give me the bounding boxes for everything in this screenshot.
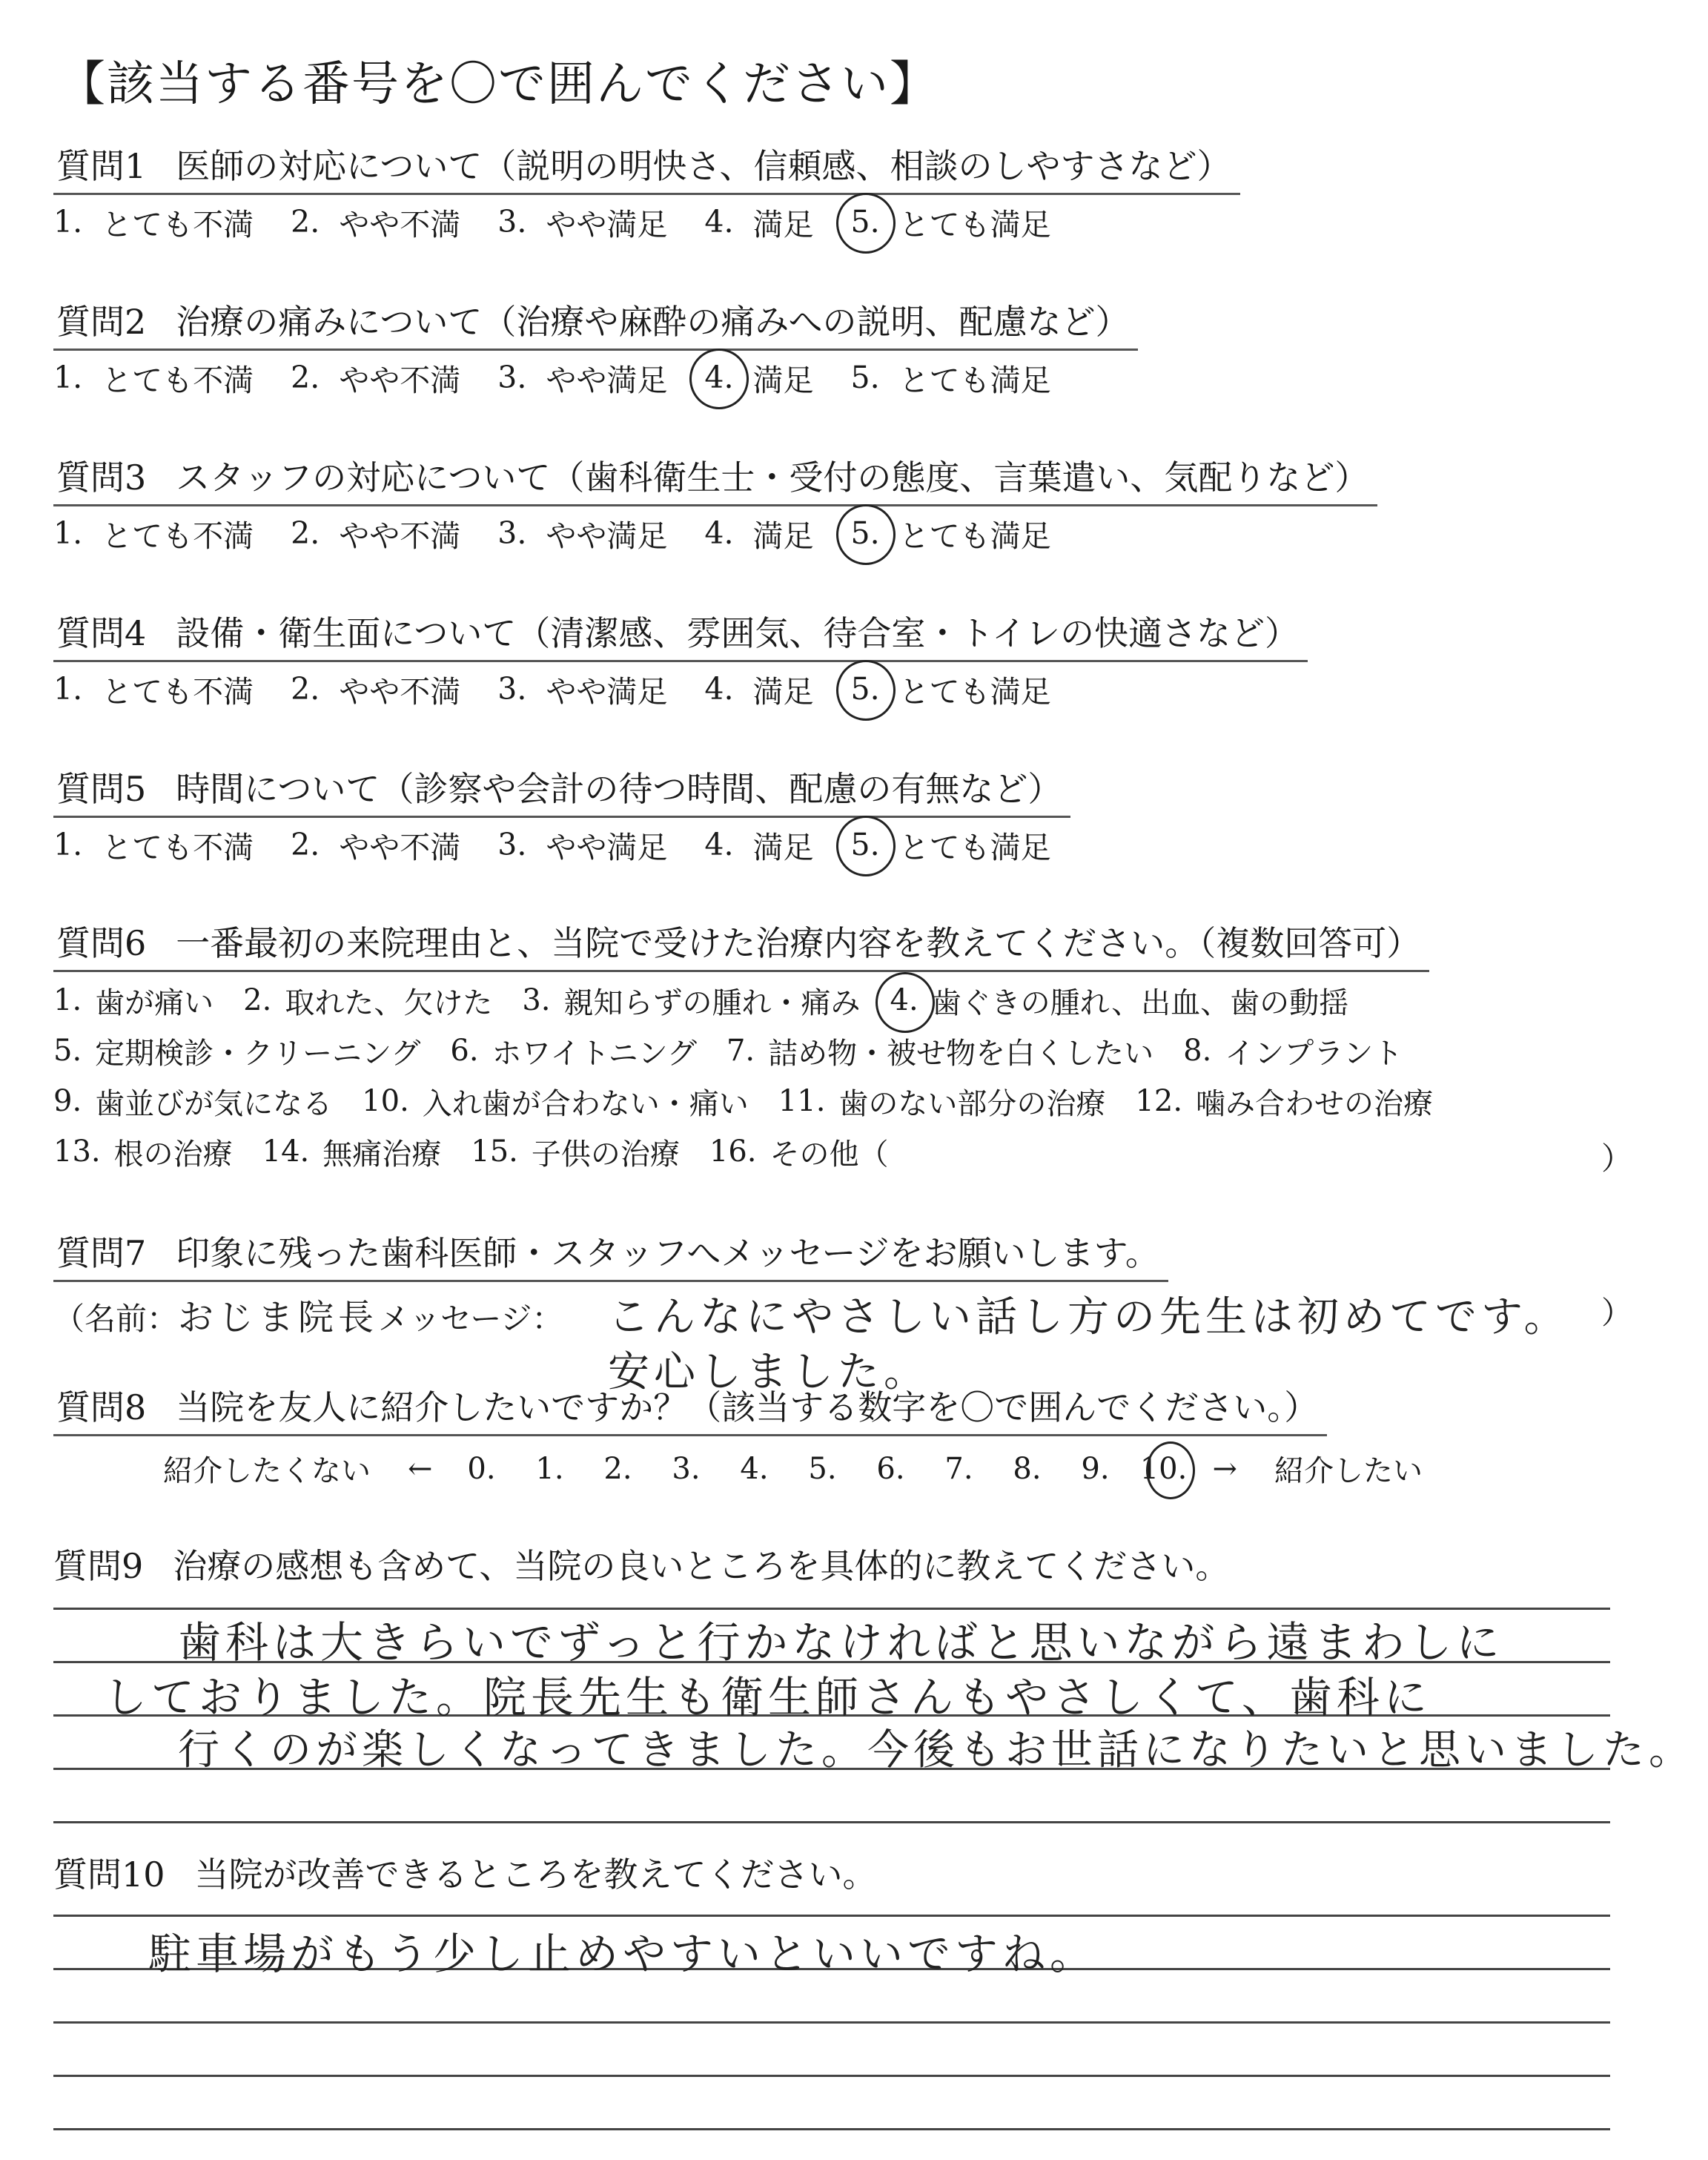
option-number: 3. xyxy=(497,671,527,707)
option-number: 2. xyxy=(291,360,320,395)
scale-left-label: 紹介したくない xyxy=(163,1454,371,1488)
q6-option[interactable] xyxy=(53,1030,420,1072)
option-5[interactable] xyxy=(851,356,1051,400)
scale-option-5[interactable]: 5. xyxy=(808,1451,837,1486)
option-label: 歯のない部分の治療 xyxy=(838,1086,1106,1121)
question-text: 治療の感想も含めて、当院の良いところを具体的に教えてください。 xyxy=(173,1546,1230,1586)
option-label: 満足 xyxy=(752,518,814,554)
option-number: 3. xyxy=(497,204,527,240)
scale-right-label: 紹介したい xyxy=(1274,1454,1423,1488)
scale-option-1[interactable]: 1. xyxy=(535,1451,564,1486)
option-number: 3. xyxy=(522,983,551,1017)
options-row xyxy=(53,199,1240,244)
question-10 xyxy=(53,1851,877,1898)
option-number: 1. xyxy=(53,360,83,395)
scale-option-10[interactable]: 10. xyxy=(1130,1452,1198,1486)
question-7 xyxy=(53,1229,1168,1282)
scale-option-8[interactable]: 8. xyxy=(1013,1451,1042,1486)
option-label: 定期検診・クリーニング xyxy=(95,1036,421,1071)
option-number: 2. xyxy=(291,827,320,862)
option-label: とても満足 xyxy=(898,206,1051,242)
question-text: 当院が改善できるところを教えてください。 xyxy=(194,1855,877,1895)
option-number: 7. xyxy=(726,1034,755,1068)
q9-answer-line-2: しておりました。院長先生も衛生師さんもやさしくて、歯科に xyxy=(104,1672,1431,1723)
question-number: 質問3 xyxy=(56,458,147,498)
question-heading xyxy=(53,919,1429,972)
option-1[interactable] xyxy=(53,512,254,555)
option-label: インプラント xyxy=(1225,1036,1403,1071)
option-label: やや満足 xyxy=(546,362,668,398)
option-number: 4. xyxy=(704,360,734,395)
option-number: 1. xyxy=(53,671,83,707)
option-number: 13. xyxy=(53,1135,101,1169)
q7-close-paren: ） xyxy=(1601,1295,1633,1331)
option-label: 歯ぐきの腫れ、出血、歯の動揺 xyxy=(931,985,1349,1020)
option-number: 5. xyxy=(850,360,880,395)
option-number: 14. xyxy=(262,1135,310,1169)
option-label: やや不満 xyxy=(339,206,461,242)
option-number: 9. xyxy=(53,1084,82,1118)
option-number: 3. xyxy=(497,360,527,395)
option-number: 1. xyxy=(53,827,83,862)
q6-option[interactable] xyxy=(1135,1080,1433,1123)
q6-options-row xyxy=(53,1126,1463,1177)
option-label: とても不満 xyxy=(102,829,254,865)
question-heading xyxy=(53,1542,1229,1590)
option-3[interactable] xyxy=(497,512,667,555)
option-2[interactable] xyxy=(291,823,460,867)
option-number: 15. xyxy=(471,1135,518,1169)
option-number: 2. xyxy=(291,204,320,240)
question-text: 設備・衛生面について（清潔感、雰囲気、待合室・トイレの快適さなど） xyxy=(176,613,1300,653)
option-label: とても不満 xyxy=(102,673,254,710)
question-6 xyxy=(53,919,1463,1177)
option-label: やや満足 xyxy=(546,673,668,710)
option-label: とても満足 xyxy=(898,829,1051,865)
scale-option-6[interactable]: 6. xyxy=(876,1451,905,1486)
message-label: メッセージ： xyxy=(378,1301,563,1337)
question-heading xyxy=(53,610,1308,662)
option-number: 2. xyxy=(243,983,272,1017)
option-label: 親知らずの腫れ・痛み xyxy=(563,985,861,1020)
option-4-selected[interactable] xyxy=(704,356,813,400)
option-number: 1. xyxy=(53,515,83,551)
option-number: 5. xyxy=(850,515,880,551)
question-9 xyxy=(53,1542,1229,1590)
option-label: 満足 xyxy=(752,829,814,865)
scale-option-3[interactable]: 3. xyxy=(672,1451,701,1486)
option-number: 4. xyxy=(704,671,734,707)
q6-option[interactable] xyxy=(53,1080,332,1123)
question-3 xyxy=(53,454,1377,555)
question-5 xyxy=(53,765,1088,867)
question-number: 質問10 xyxy=(53,1855,165,1895)
option-number: 5. xyxy=(850,671,880,707)
name-value: おじま院長 xyxy=(178,1297,379,1338)
option-number: 4. xyxy=(704,827,734,862)
option-2[interactable] xyxy=(291,512,460,555)
question-number: 質問9 xyxy=(53,1546,144,1586)
q6-option[interactable] xyxy=(522,980,860,1022)
option-label: とても不満 xyxy=(102,362,254,398)
option-label: 歯並びが気になる xyxy=(95,1086,333,1121)
option-label: とても不満 xyxy=(102,518,254,554)
question-heading xyxy=(53,142,1240,195)
option-1[interactable] xyxy=(53,200,254,244)
question-number: 質問1 xyxy=(56,146,147,186)
q6-option[interactable] xyxy=(890,980,1349,1022)
option-number: 4. xyxy=(704,204,734,240)
answer-line xyxy=(53,1821,1610,1823)
option-5-selected[interactable] xyxy=(851,667,1051,711)
option-number: 4. xyxy=(890,983,918,1017)
option-label: とても満足 xyxy=(898,673,1051,710)
q7-message-line-1: こんなにやさしい話し方の先生は初めてです。 xyxy=(608,1293,1570,1341)
option-number: 5. xyxy=(53,1034,82,1068)
question-number: 質問7 xyxy=(56,1233,147,1273)
option-number: 1. xyxy=(53,983,82,1017)
q9-answer-line-1: 歯科は大きらいでずっと行かなければと思いながら遠まわしに xyxy=(178,1617,1504,1668)
option-label: やや不満 xyxy=(339,362,461,398)
q6-option[interactable] xyxy=(53,1131,233,1173)
option-label: 歯が痛い xyxy=(95,985,214,1020)
question-1 xyxy=(53,142,1240,244)
option-3[interactable] xyxy=(497,667,667,711)
option-number: 8. xyxy=(1183,1034,1212,1068)
option-number: 1. xyxy=(53,204,83,240)
answer-line xyxy=(53,2075,1610,2077)
answer-line xyxy=(53,2128,1610,2130)
option-number: 11. xyxy=(778,1084,826,1118)
option-1[interactable] xyxy=(53,667,254,711)
scale-option-0[interactable]: 0. xyxy=(467,1451,496,1486)
option-3[interactable] xyxy=(497,823,667,867)
q6-option[interactable] xyxy=(709,1131,889,1173)
question-heading xyxy=(53,1851,877,1898)
name-label: （名前： xyxy=(53,1301,179,1337)
option-number: 16. xyxy=(709,1135,757,1169)
options-row xyxy=(53,355,1138,400)
options-row xyxy=(53,822,1088,867)
option-label: やや不満 xyxy=(339,673,461,710)
option-4[interactable] xyxy=(704,667,813,711)
question-number: 質問5 xyxy=(56,769,147,809)
option-number: 12. xyxy=(1135,1084,1183,1118)
option-3[interactable] xyxy=(497,356,667,400)
option-2[interactable] xyxy=(291,356,460,400)
option-number: 6. xyxy=(450,1034,479,1068)
option-number: 2. xyxy=(291,671,320,707)
option-label: 満足 xyxy=(752,206,814,242)
question-text: スタッフの対応について（歯科衛生士・受付の態度、言葉遣い、気配りなど） xyxy=(176,458,1369,498)
question-number: 質問8 xyxy=(56,1387,147,1427)
option-number: 4. xyxy=(704,515,734,551)
option-1[interactable] xyxy=(53,356,254,400)
arrow-right-icon: → xyxy=(1212,1451,1238,1486)
question-heading xyxy=(53,298,1138,351)
question-number: 質問2 xyxy=(56,302,147,342)
option-label: 噛み合わせの治療 xyxy=(1196,1086,1434,1121)
q7-message-line-2: 安心しました。 xyxy=(608,1348,930,1396)
option-label: 満足 xyxy=(752,673,814,710)
question-2 xyxy=(53,298,1138,400)
option-label: その他（ xyxy=(769,1137,889,1172)
option-5-selected[interactable] xyxy=(851,200,1051,244)
option-4[interactable] xyxy=(704,512,813,555)
option-label: 子供の治療 xyxy=(531,1137,680,1172)
q10-answer-line-1: 駐車場がもう少し止めやすいといいですね。 xyxy=(148,1929,1098,1979)
q6-options-row xyxy=(53,1025,1463,1076)
q6-option[interactable] xyxy=(362,1080,749,1123)
option-label: やや満足 xyxy=(546,206,668,242)
option-label: やや満足 xyxy=(546,829,668,865)
q6-option[interactable] xyxy=(262,1131,442,1173)
question-heading xyxy=(53,454,1377,506)
option-3[interactable] xyxy=(497,200,667,244)
option-number: 3. xyxy=(497,827,527,862)
scale-option-2[interactable]: 2. xyxy=(603,1451,632,1486)
option-label: 無痛治療 xyxy=(322,1137,442,1172)
referral-scale xyxy=(141,1447,1445,1490)
question-text: 治療の痛みについて（治療や麻酔の痛みへの説明、配慮など） xyxy=(176,302,1130,342)
q7-name-row xyxy=(53,1289,563,1340)
question-4 xyxy=(53,610,1308,711)
question-heading xyxy=(53,1229,1168,1282)
option-5-selected[interactable] xyxy=(851,823,1051,867)
option-1[interactable] xyxy=(53,823,254,867)
q6-options-row xyxy=(53,1076,1463,1126)
option-number: 5. xyxy=(850,204,880,240)
options-row xyxy=(53,511,1377,555)
q6-options-row xyxy=(53,975,1463,1025)
q6-option[interactable] xyxy=(243,980,492,1022)
option-number: 10. xyxy=(362,1084,409,1118)
option-number: 2. xyxy=(291,515,320,551)
option-label: やや不満 xyxy=(339,829,461,865)
question-text: 時間について（診察や会計の待つ時間、配慮の有無など） xyxy=(176,769,1062,809)
q6-option[interactable] xyxy=(450,1030,697,1072)
option-label: やや満足 xyxy=(546,518,668,554)
option-label: 満足 xyxy=(752,362,814,398)
q6-option[interactable] xyxy=(471,1131,680,1173)
option-label: ホワイトニング xyxy=(491,1036,697,1071)
option-2[interactable] xyxy=(291,667,460,711)
option-label: 取れた、欠けた xyxy=(285,985,493,1020)
answer-line xyxy=(53,1915,1610,1917)
question-text: 印象に残った歯科医師・スタッフへメッセージをお願いします。 xyxy=(176,1233,1159,1273)
option-4[interactable] xyxy=(704,200,813,244)
q6-option[interactable] xyxy=(778,1080,1106,1123)
question-heading xyxy=(53,1384,1327,1436)
option-label: 詰め物・被せ物を白くしたい xyxy=(768,1036,1154,1071)
option-label: 根の治療 xyxy=(113,1137,233,1172)
question-text: 医師の対応について（説明の明快さ、信頼感、相談のしやすさなど） xyxy=(176,146,1231,186)
option-label: とても満足 xyxy=(898,362,1051,398)
answer-line xyxy=(53,2021,1610,2024)
q9-answer-line-3: 行くのが楽しくなってきました。今後もお世話になりたいと思いました。 xyxy=(178,1726,1695,1774)
question-number: 質問4 xyxy=(56,613,147,653)
option-5-selected[interactable] xyxy=(851,512,1051,555)
q6-close-paren: ） xyxy=(1601,1140,1633,1177)
arrow-left-icon: ← xyxy=(408,1451,433,1486)
option-number: 3. xyxy=(497,515,527,551)
option-label: やや不満 xyxy=(339,518,461,554)
option-number: 5. xyxy=(850,827,880,862)
question-number: 質問6 xyxy=(56,923,147,963)
option-label: 入れ歯が合わない・痛い xyxy=(422,1086,749,1121)
question-heading xyxy=(53,765,1070,818)
q6-option[interactable] xyxy=(1183,1030,1403,1072)
page-header: 【該当する番号を〇で囲んでください】 xyxy=(58,57,939,112)
scale-option-7[interactable]: 7. xyxy=(944,1451,973,1486)
option-2[interactable] xyxy=(291,200,460,244)
q6-option[interactable] xyxy=(726,1030,1153,1072)
question-text: 一番最初の来院理由と、当院で受けた治療内容を教えてください。（複数回答可） xyxy=(176,923,1421,963)
option-4[interactable] xyxy=(704,823,813,867)
question-8 xyxy=(53,1384,1327,1436)
q6-option[interactable] xyxy=(53,980,214,1022)
option-label: とても不満 xyxy=(102,206,254,242)
scale-option-4[interactable]: 4. xyxy=(740,1451,769,1486)
scale-option-9[interactable]: 9. xyxy=(1081,1451,1110,1486)
options-row xyxy=(53,667,1308,711)
question-text: 当院を友人に紹介したいですか？（該当する数字を〇で囲んでください。） xyxy=(176,1387,1319,1427)
option-label: とても満足 xyxy=(898,518,1051,554)
